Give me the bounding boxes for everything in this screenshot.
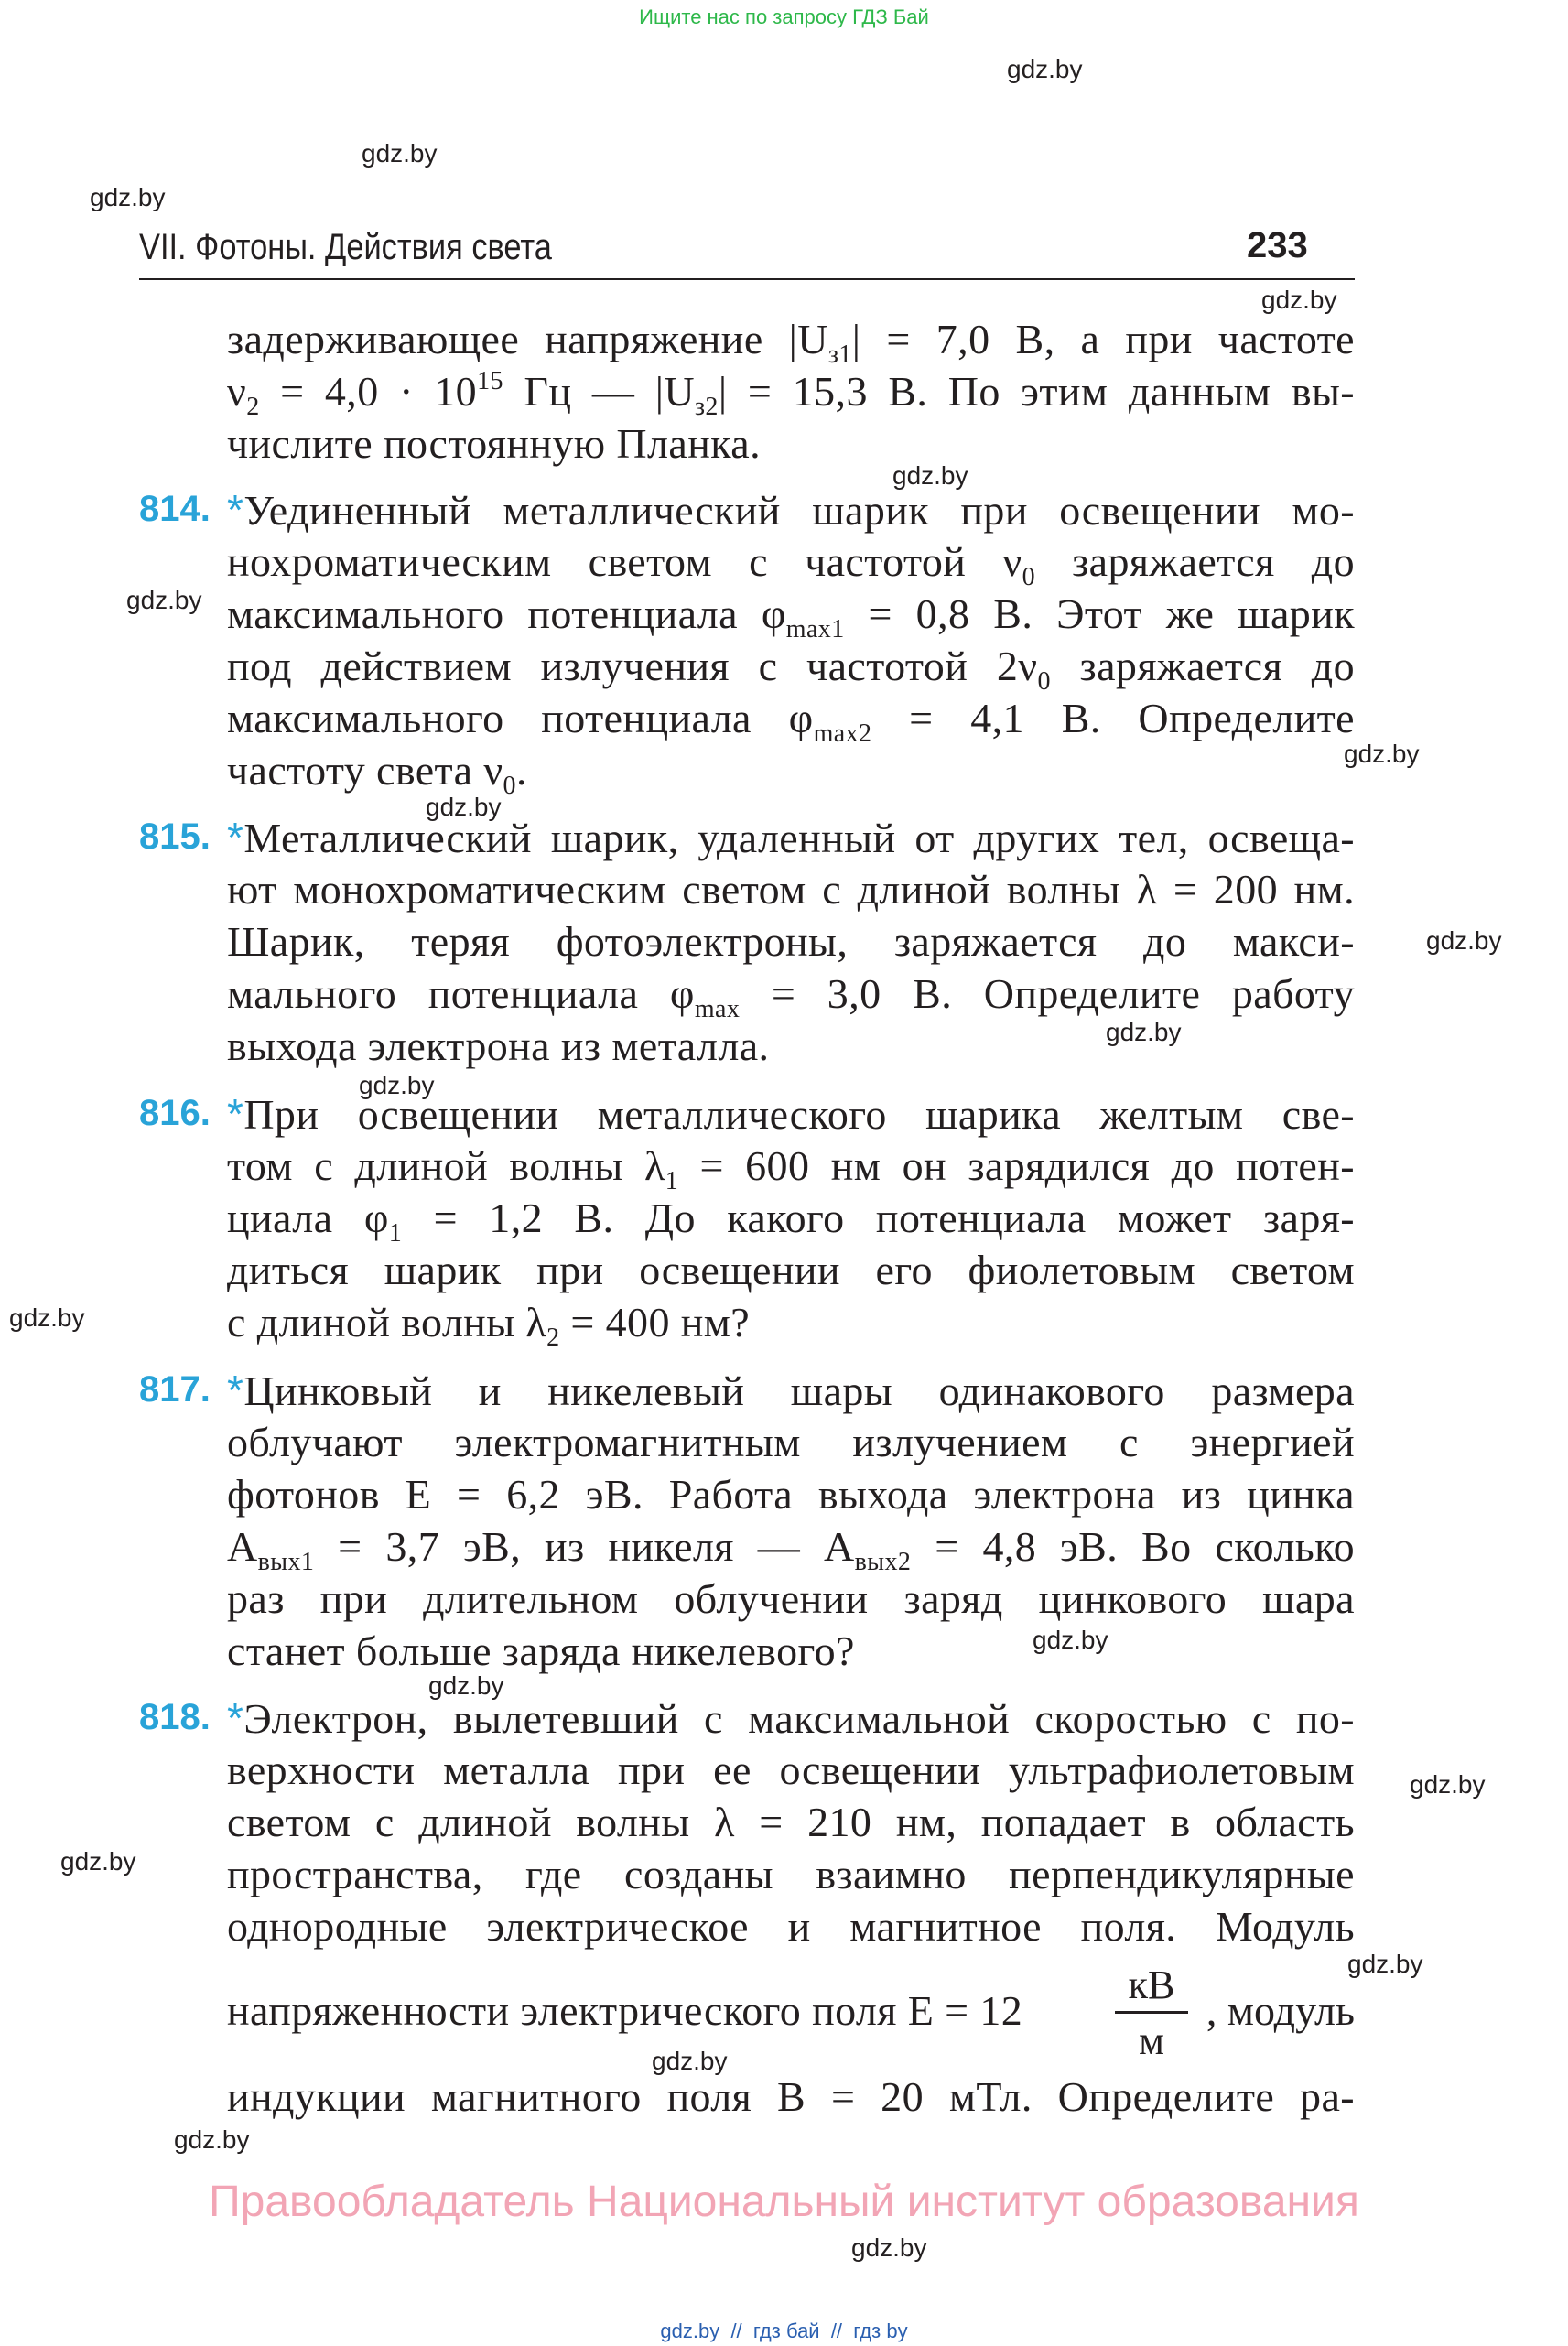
text-line: максимального потенциала $\varphi_{max1} = 0,8$ В. Этот же шарик (227, 590, 1355, 643)
watermark: gdz.by (362, 139, 438, 168)
text-line: однородные электрическое и магнитное поля. Модуль (227, 1903, 1355, 1950)
text-line: циала $\varphi_1 = 1,2$ В. До какого потенциала может заря- (227, 1195, 1356, 1248)
text-line: , модуль (1206, 1987, 1355, 2034)
text-line: задерживающее напряжение $|U_{з1}| = 7,0$ В, а при частоте (227, 316, 1355, 369)
text-line: диться шарик при освещении его фиолетовым светом (227, 1247, 1355, 1293)
problem-number: 816. (139, 1093, 211, 1133)
text-line: нохроматическим светом с частотой $\nu_0$ заряжается до (227, 538, 1355, 591)
text-line: светом с длиной волны λ = 210 нм, попадает в область (227, 1799, 1355, 1845)
watermark: gdz.by (174, 2125, 250, 2154)
fraction-bar (1115, 2011, 1188, 2014)
text-line: *Цинковый и никелевый шары одинакового размера (227, 1367, 1355, 1414)
watermark: gdz.by (9, 1303, 85, 1332)
text-line: облучают электромагнитным излучением с энергией (227, 1419, 1355, 1465)
text-line: выхода электрона из металла. (227, 1022, 770, 1069)
text-line: том с длиной волны $\lambda_1 = 600$ нм он зарядился до потен- (227, 1142, 1355, 1195)
footer-links[interactable]: gdz.by // гдз бай // гдз by (660, 2319, 908, 2342)
text-line: *Металлический шарик, удаленный от других тел, освеща- (227, 814, 1355, 861)
fraction-numerator: кВ (1128, 1962, 1175, 2007)
text-line: верхности металла при ее освещении ультрафиолетовым (227, 1746, 1355, 1793)
watermark: gdz.by (1347, 1950, 1423, 1978)
text-line: *Электрон, вылетевший с максимальной скоростью с по- (227, 1694, 1355, 1742)
problem-number: 814. (139, 489, 211, 529)
watermark: gdz.by (60, 1847, 136, 1876)
unit-fraction (1115, 1963, 1188, 2061)
watermark: gdz.by (1261, 286, 1337, 314)
watermark: gdz.by (428, 1671, 504, 1700)
header-rule (139, 278, 1355, 280)
text-line: ют монохроматическим светом с длиной волны λ = 200 нм. (227, 866, 1355, 913)
watermark: gdz.by (426, 793, 502, 821)
text-line: пространства, где созданы взаимно перпендикулярные (227, 1851, 1355, 1897)
watermark: gdz.by (1106, 1018, 1182, 1046)
text-line: Шарик, теряя фотоэлектроны, заряжается до макси- (227, 918, 1355, 965)
watermark: gdz.by (1344, 740, 1420, 768)
top-banner: Ищите нас по запросу ГДЗ Бай (639, 5, 929, 28)
text-line: фотонов E = 6,2 эВ. Работа выхода электрона из цинка (227, 1471, 1355, 1518)
copyright-notice: Правообладатель Национальный институт образования (209, 2178, 1359, 2226)
text-line: мального потенциала $\varphi_{max} = 3,0$ В. Определите работу (227, 970, 1355, 1023)
problem-number: 818. (139, 1697, 211, 1737)
watermark: gdz.by (1426, 926, 1502, 955)
text-line: числите постоянную Планка. (227, 420, 761, 467)
text-line: максимального потенциала $\varphi_{max2} = 4,1$ В. Определите (227, 695, 1355, 748)
chapter-title: VII. Фотоны. Действия света (139, 227, 552, 267)
text-line: под действием излучения с частотой $2\nu_0$ заряжается до (227, 643, 1355, 696)
watermark: gdz.by (359, 1071, 435, 1099)
text-line: *При освещении металлического шарика желтым све- (227, 1090, 1355, 1138)
text-line: станет больше заряда никелевого? (227, 1627, 855, 1674)
text-line: напряженности электрического поля E = 12 (227, 1987, 1023, 2034)
watermark: gdz.by (90, 183, 166, 211)
watermark: gdz.by (126, 586, 202, 614)
text-line: раз при длительном облучении заряд цинкового шара (227, 1575, 1355, 1622)
fraction-denominator: м (1139, 2018, 1164, 2063)
watermark: gdz.by (851, 2233, 927, 2262)
page-number: 233 (1247, 225, 1308, 265)
text-line: $A_{вых1} = 3,7$ эВ, из никеля — $A_{вых2} = 4,8$ эВ. Во сколько (227, 1523, 1355, 1576)
text-line: индукции магнитного поля B = 20 мТл. Определите ра- (227, 2073, 1355, 2120)
problem-number: 817. (139, 1369, 211, 1410)
problem-number: 815. (139, 816, 211, 857)
watermark: gdz.by (1007, 55, 1083, 83)
watermark: gdz.by (892, 461, 968, 490)
watermark: gdz.by (1033, 1626, 1108, 1654)
watermark: gdz.by (1410, 1770, 1486, 1799)
text-line: $\nu_2 = 4,0 \cdot 10^{15}$ Гц — $|U_{з2}| = 15,3$ В. По этим данным вы- (227, 367, 1356, 421)
text-line: с длиной волны $\lambda_2 = 400$ нм? (227, 1299, 751, 1352)
watermark: gdz.by (652, 2047, 728, 2075)
text-line: частоту света $\nu_0$. (227, 747, 527, 800)
text-line: *Уединенный металлический шарик при освещении мо- (227, 486, 1355, 534)
